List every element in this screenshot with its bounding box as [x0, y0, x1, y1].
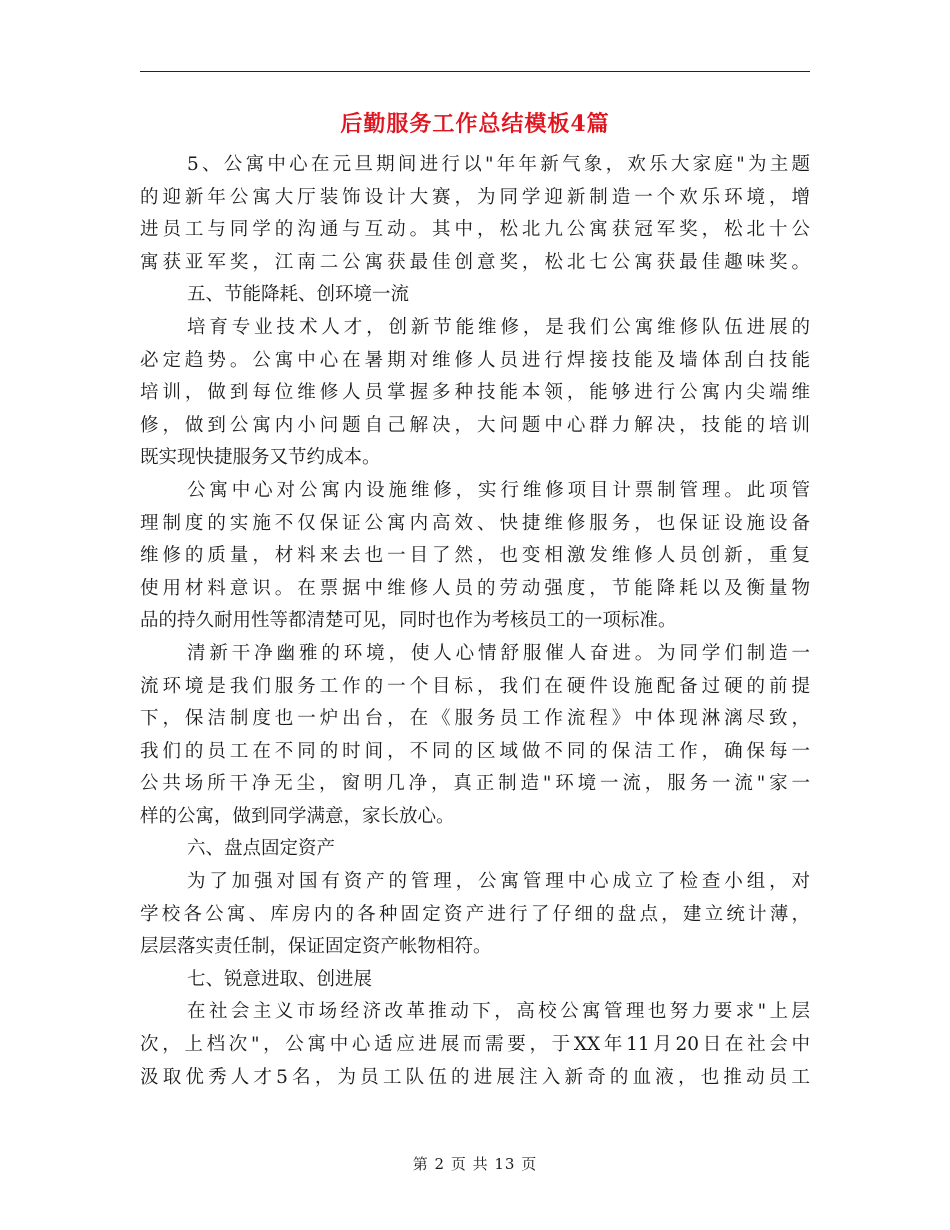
body-line: 在社会主义市场经济改革推动下，高校公寓管理也努力要求"上层 — [187, 1001, 810, 1023]
body-line: 次，上档次"，公寓中心适应进展而需要，于XX年11月20日在社会中 — [140, 1034, 810, 1056]
body-line: 既实现快捷服务又节约成本。 — [140, 447, 381, 469]
body-line: 维修的质量，材料来去也一目了然，也变相激发维修人员创新，重复 — [140, 545, 810, 567]
body-line: 流环境是我们服务工作的一个目标，我们在硬件设施配备过硬的前提 — [140, 675, 810, 697]
body-line: 培训，做到每位维修人员掌握多种技能本领，能够进行公寓内尖端维 — [140, 382, 810, 404]
body-line: 寓获亚军奖，江南二公寓获最佳创意奖，松北七公寓获最佳趣味奖。 — [140, 251, 810, 273]
page-footer: 第 2 页 共 13 页 — [412, 1155, 538, 1173]
body-line: 我们的员工在不同的时间，不同的区域做不同的保洁工作，确保每一 — [140, 740, 810, 762]
body-line: 品的持久耐用性等都清楚可见，同时也作为考核员工的一项标准。 — [140, 610, 677, 632]
body-line: 使用材料意识。在票据中维修人员的劳动强度，节能降耗以及衡量物 — [140, 577, 810, 599]
body-line: 理制度的实施不仅保证公寓内高效、快捷维修服务，也保证设施设备 — [140, 512, 810, 534]
body-line: 下，保洁制度也一炉出台，在《服务员工作流程》中体现淋漓尽致， — [140, 708, 810, 730]
document-title: 后勤服务工作总结模板4篇 — [340, 111, 610, 137]
body-line: 六、盘点固定资产 — [187, 838, 336, 860]
body-line: 五、节能降耗、创环境一流 — [187, 284, 410, 306]
body-line: 的迎新年公寓大厅装饰设计大赛，为同学迎新制造一个欢乐环境，增 — [140, 186, 810, 208]
body-line: 必定趋势。公寓中心在暑期对维修人员进行焊接技能及墙体刮白技能 — [140, 349, 810, 371]
body-line: 公共场所干净无尘，窗明几净，真正制造"环境一流，服务一流"家一 — [140, 773, 810, 795]
body-line: 样的公寓，做到同学满意，家长放心。 — [140, 805, 455, 827]
body-line: 七、锐意进取、创进展 — [187, 968, 373, 990]
body-line: 培育专业技术人才，创新节能维修，是我们公寓维修队伍进展的 — [187, 316, 810, 338]
body-line: 修，做到公寓内小问题自己解决，大问题中心群力解决，技能的培训 — [140, 414, 810, 436]
body-line: 5、公寓中心在元旦期间进行以"年年新气象，欢乐大家庭"为主题 — [187, 154, 810, 175]
body-line: 清新干净幽雅的环境，使人心情舒服催人奋进。为同学们制造一 — [187, 642, 810, 664]
body-line: 学校各公寓、库房内的各种固定资产进行了仔细的盘点，建立统计薄， — [140, 903, 810, 925]
body-line: 为了加强对国有资产的管理，公寓管理中心成立了检查小组，对 — [187, 871, 810, 893]
body-line: 层层落实责任制，保证固定资产帐物相符。 — [140, 936, 492, 958]
body-line: 汲取优秀人才5名，为员工队伍的进展注入新奇的血液，也推动员工 — [140, 1066, 810, 1088]
document-body — [140, 149, 810, 1094]
body-line: 进员工与同学的沟通与互动。其中，松北九公寓获冠军奖，松北十公 — [140, 219, 810, 241]
body-line: 公寓中心对公寓内设施维修，实行维修项目计票制管理。此项管 — [187, 479, 810, 501]
header-rule — [140, 71, 810, 72]
